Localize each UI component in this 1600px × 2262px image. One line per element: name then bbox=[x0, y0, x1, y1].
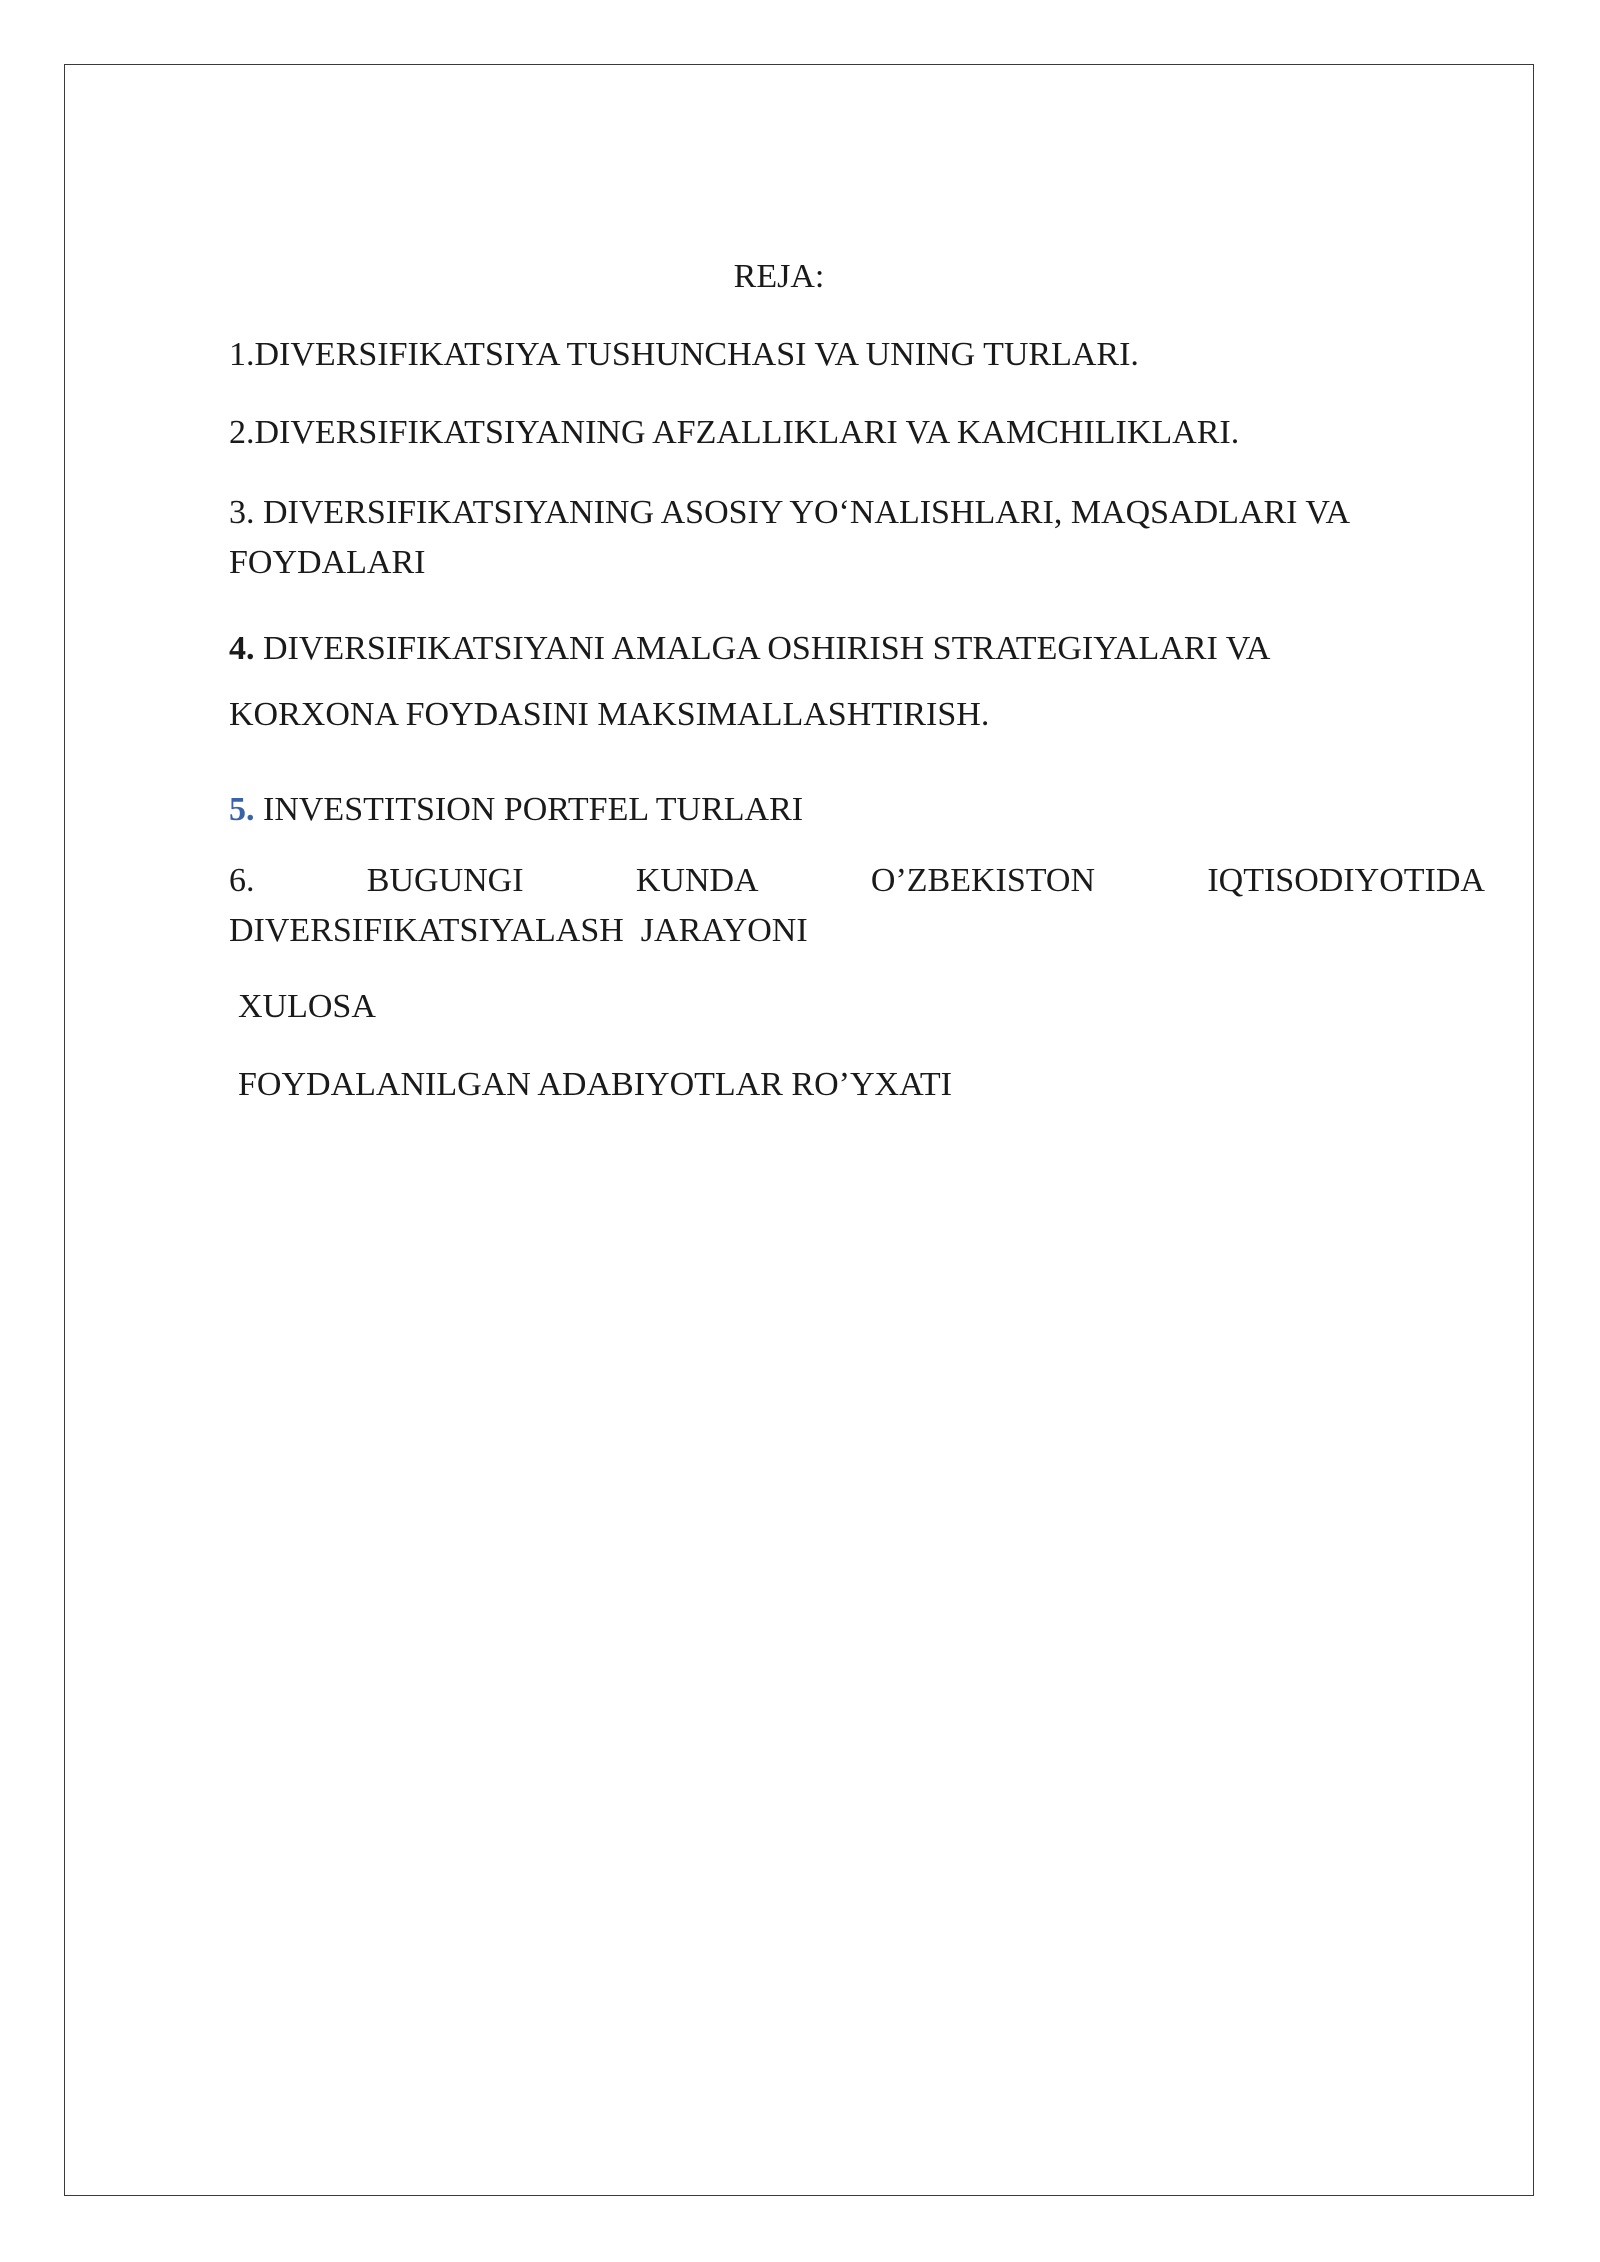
plan-item-1: 1.DIVERSIFIKATSIYA TUSHUNCHASI VA UNING TURLARI. bbox=[229, 336, 1139, 373]
plan-item-3-line-2: FOYDALARI bbox=[229, 544, 426, 581]
plan-item-xulosa: XULOSA bbox=[238, 988, 376, 1025]
plan-item-3-line-1: 3. DIVERSIFIKATSIYANING ASOSIY YO‘NALISHLARI, MAQSADLARI VA bbox=[229, 494, 1351, 531]
plan-item-2: 2.DIVERSIFIKATSIYANING AFZALLIKLARI VA KAMCHILIKLARI. bbox=[229, 414, 1240, 451]
page-border bbox=[64, 64, 1534, 2196]
plan-item-5 bbox=[229, 785, 1485, 835]
plan-item-3 bbox=[229, 488, 1485, 588]
plan-item-5-number: 5. bbox=[229, 791, 255, 828]
plan-item-references: FOYDALANILGAN ADABIYOTLAR RO’YXATI bbox=[238, 1066, 952, 1103]
plan-item-6-word: 6. bbox=[229, 862, 255, 899]
plan-item-6 bbox=[229, 856, 1485, 956]
plan-title: REJA: bbox=[733, 258, 825, 295]
plan-item-6-word: O’ZBEKISTON bbox=[870, 862, 1096, 899]
plan-item-6-word: IQTISODIYOTIDA bbox=[1207, 862, 1485, 899]
plan-item-4-number: 4. bbox=[229, 630, 255, 667]
plan-item-4-text: DIVERSIFIKATSIYANI AMALGA OSHIRISH STRATEGIYALARI VA bbox=[254, 630, 1271, 667]
plan-item-4-line-1 bbox=[229, 616, 1485, 682]
plan-item-6-word: KUNDA bbox=[635, 862, 759, 899]
plan-item-4 bbox=[229, 616, 1485, 748]
plan-item-6-line-1 bbox=[229, 856, 1485, 906]
plan-item-6-line-2: DIVERSIFIKATSIYALASH JARAYONI bbox=[229, 912, 808, 949]
plan-item-6-word: BUGUNGI bbox=[366, 862, 524, 899]
plan-item-4-line-2: KORXONA FOYDASINI MAKSIMALLASHTIRISH. bbox=[229, 696, 990, 733]
plan-item-5-text: INVESTITSION PORTFEL TURLARI bbox=[254, 791, 804, 828]
